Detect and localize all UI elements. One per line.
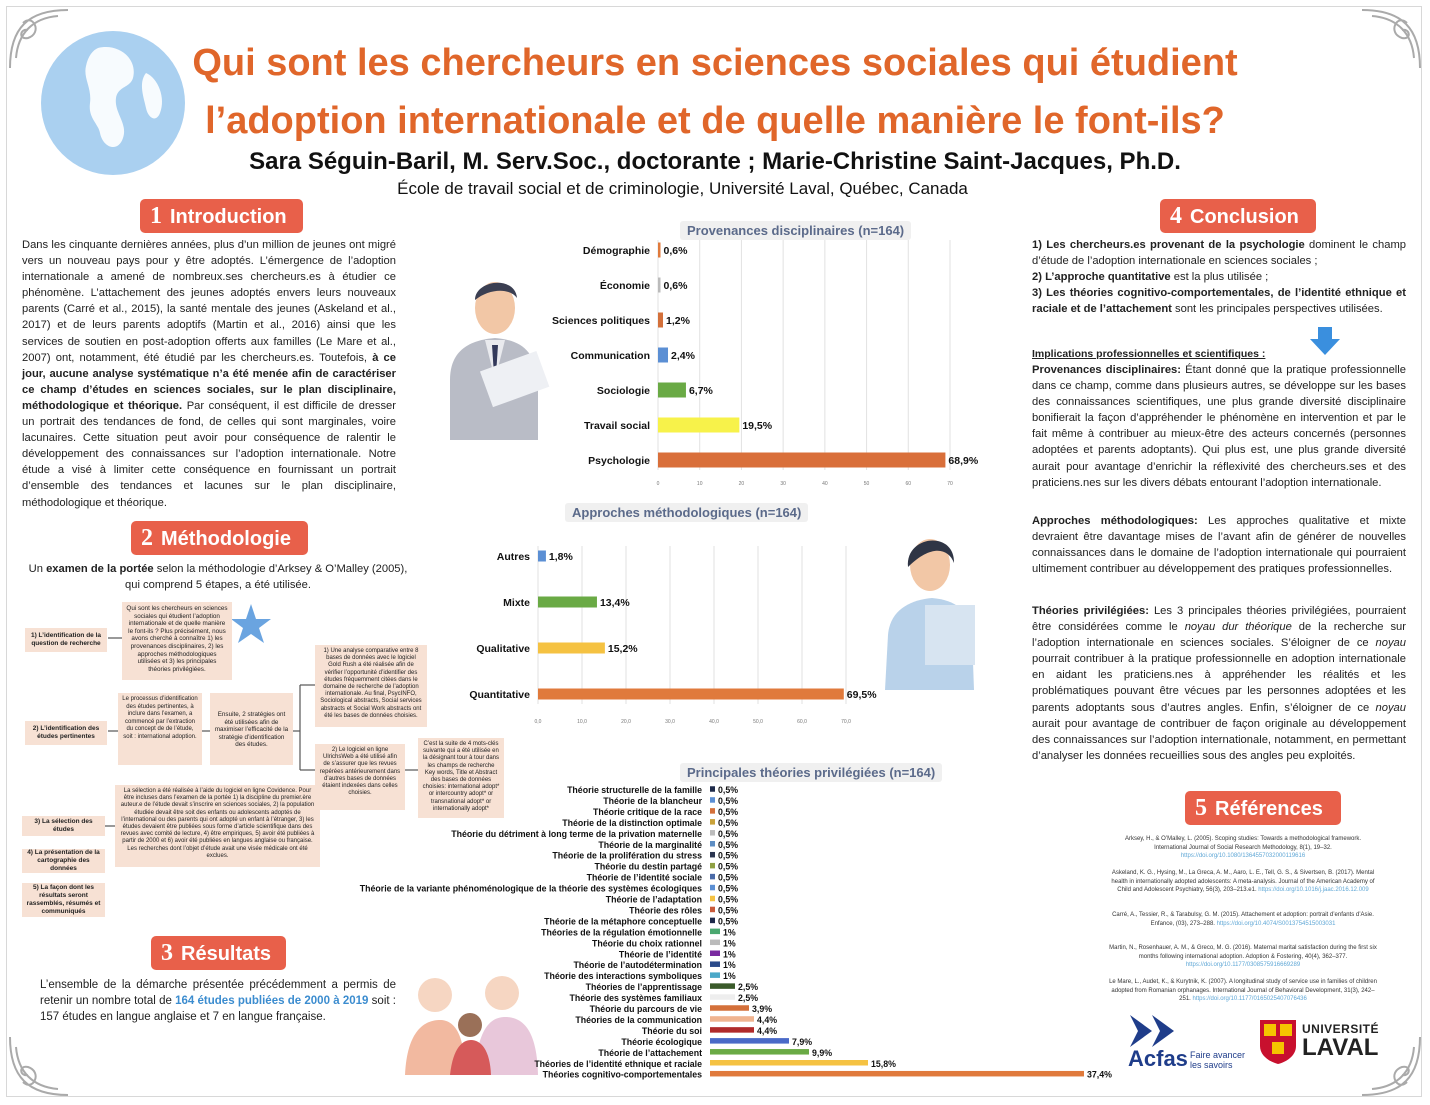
bar <box>710 830 715 836</box>
category-label: Théorie du détriment à long terme de la privation maternelle <box>451 828 702 839</box>
value-label: 1% <box>723 971 736 982</box>
universite-laval-text2: LAVAL <box>1302 1034 1379 1061</box>
category-label: Théorie de la variante phénoménologique de la théorie des systèmes écologiques <box>359 883 702 894</box>
value-label: 0,5% <box>718 850 739 861</box>
category-label: Théorie de la marginalité <box>598 839 702 850</box>
bar <box>710 983 735 989</box>
bar <box>710 1027 754 1033</box>
category-label: Théorie du destin partagé <box>594 861 702 872</box>
bar <box>710 929 720 935</box>
results-text: L’ensemble de la démarche présentée précédemment a permis de retenir un nombre total de 164 études publiées de 2000 à 2019 soit : 157 études en langue anglaise et 7 en langue française. <box>40 979 397 1023</box>
box-research-question: Qui sont les chercheurs en sciences sociales qui étudient l’adoption internationale et de quelle manière le font-ils ? Plus précisément, nous avons cherché à connaître 1) les provenances disciplinaires, 2) les approches méthodologiques utilisées et 3) les principales théories privilégiées. <box>122 602 232 680</box>
category-label: Économie <box>599 280 650 292</box>
bar <box>710 1060 868 1066</box>
bar <box>710 797 715 803</box>
bar <box>710 841 715 847</box>
category-label: Théorie de l’identité <box>618 949 702 960</box>
x-tick-label: 30 <box>780 481 786 487</box>
value-label: 6,7% <box>688 385 713 397</box>
section-badge-introduction: 1 Introduction <box>140 199 303 233</box>
value-label: 13,4% <box>599 597 630 609</box>
reference-5: Le Mare, L., Audet, K., & Kurytnik, K. (2007). A longitudinal study of service use in families of children adopted from Romanian orphanages. International Journal of Behavioral Development, 31(3), 242–251. https://doi.org/10.1177/0165025407076436 <box>1109 979 1377 1002</box>
bar <box>710 863 715 869</box>
value-label: 0,5% <box>718 785 739 795</box>
value-label: 0,5% <box>718 795 739 806</box>
bar <box>538 551 546 562</box>
x-tick-label: 60,0 <box>797 719 807 725</box>
category-label: Mixte <box>503 597 530 609</box>
bar <box>658 243 661 258</box>
category-label: Théorie de l’identité sociale <box>586 872 702 883</box>
affiliation: École de travail social et de criminologie, Université Laval, Québec, Canada <box>397 179 968 198</box>
x-tick-label: 30,0 <box>665 719 675 725</box>
value-label: 3,9% <box>752 1004 773 1014</box>
value-label: 2,4% <box>671 350 695 362</box>
bar <box>710 786 715 792</box>
section-badge-methodologie: 2 Méthodologie <box>131 521 308 555</box>
bar <box>710 808 715 814</box>
bar <box>658 278 661 293</box>
value-label: 1% <box>723 938 736 949</box>
bar <box>710 1049 809 1055</box>
bar <box>710 972 720 978</box>
category-label: Autres <box>496 551 530 563</box>
corner-ornament-top-right <box>1352 8 1422 78</box>
category-label: Théorie structurelle de la famille <box>567 785 702 795</box>
box-strategy-1: 1) Une analyse comparative entre 8 bases de données avec le logiciel Gold Rush a été réalisée afin de vérifier l’opportunité d’identifier des études fréquemment citées dans le domaine de recherche de l’adoption internationale. Au final, PsycINFO, Sociological abstracts, Social services abstracts et Social Work abstracts ont été les bases de données choisies. <box>315 645 427 727</box>
chart-methods <box>440 520 910 730</box>
category-label: Théorie de la distinction optimale <box>562 817 702 828</box>
reference-1: Arksey, H., & O’Malley, L. (2005). Scoping studies: Towards a methodological framework. International Journal of Social Research Methodology, 8(1), 19–32. https://doi.org/10.1080/1364557032000119616 <box>1124 836 1362 859</box>
poster-title-line1: Qui sont les chercheurs en sciences sociales qui étudient <box>192 42 1238 84</box>
bar <box>658 313 663 328</box>
category-label: Théorie des interactions symboliques <box>544 971 702 982</box>
bar <box>658 348 668 363</box>
bar <box>710 907 715 913</box>
method-step-2: 2) L’identification des études pertinentes <box>25 721 107 745</box>
value-label: 1% <box>723 949 736 960</box>
x-tick-label: 0 <box>656 481 660 487</box>
x-tick-label: 10 <box>696 481 703 487</box>
conclusion-summary: 1) Les chercheurs.es provenant de la psychologie dominent le champ d’étude de l’adoption internationale en sciences sociales ; 2) L’approche quantitative est la plus utilisée ; 3) Les théories cognitivo-comportementales, de l’identité ethnique et raciale et de l’attachement sont les principales perspectives utilisées. <box>1032 239 1406 316</box>
reference-3: Carré, A., Tessier, R., & Tarabulsy, G. M. (2015). Attachement et adoption: portrait d’enfants d’Asie. Enfance, (03), 273–288. https://doi.org/10.4074/S0013754515003031 <box>1112 912 1374 927</box>
category-label: Sociologie <box>596 385 650 397</box>
conclusion-methods: Approches méthodologiques: Les approches qualitative et mixte devraient être davantage mises de l’avant afin de générer de nouvelles connaissances dans le domaine de l’adoption internationale qui pourraient ultimement contribuer au développement des pratiques professionnelles. <box>1032 515 1406 576</box>
bar <box>710 852 715 858</box>
value-label: 0,5% <box>718 806 739 817</box>
category-label: Sciences politiques <box>551 315 650 327</box>
bar <box>710 1071 1084 1077</box>
bar <box>658 418 739 433</box>
value-label: 15,2% <box>607 643 638 655</box>
bar <box>710 918 715 924</box>
category-label: Communication <box>570 350 650 362</box>
conclusion-theories: Théories privilégiées: Les 3 principales théories privilégiées, pourraient être considérées comme le noyau dur théorique de la recherche sur l’adoption internationale en sciences sociales. S’éloigner de ce noyau pourrait contribuer à la pratique professionnelle en adoption internationale en aidant les praticiens.nes à appréhender les réalités et les problématiques pouvant être vécues par les personnes adoptées et les parents adoptants sous d’autres angles. Enfin, s’éloigner de ce noyau aurait pour avantage de contribuer de façon originale au développement des connaissances sur l’adoption internationale, notamment, en permettant d’analyser les données recueillies sous des angles peu exploités. <box>1032 605 1407 762</box>
value-label: 2,5% <box>738 993 759 1004</box>
value-label: 0,5% <box>718 828 739 839</box>
category-label: Démographie <box>582 245 650 257</box>
value-label: 9,9% <box>812 1047 833 1058</box>
bar <box>538 643 605 654</box>
category-label: Théorie de la blancheur <box>603 795 702 806</box>
value-label: 0,6% <box>663 245 688 257</box>
bar <box>710 1005 749 1011</box>
acfas-logo-text: Acfas <box>1128 1046 1188 1071</box>
value-label: 0,5% <box>718 905 739 916</box>
conclusion-disciplines: Provenances disciplinaires: Étant donné que la pratique professionnelle dans ce champ, comme dans plusieurs autres, se développe sur les bases des connaissances scientifiques, une plus grande diversité disciplinaire bonifierait la façon d’appréhender le phénomène en intervention et par le fait même à contribuer au mieux-être des acteurs concernés (personnes adoptées et parents adoptants). Qui plus est, une plus grande diversité aurait pour avantage d’enrichir la réflexivité des chercheurs.ses et des praticiens.nes sur les divers débats entourant l’adoption internationale. <box>1032 364 1406 489</box>
x-tick-label: 60 <box>905 481 912 487</box>
category-label: Théorie du choix rationnel <box>592 938 702 949</box>
section-badge-resultats: 3 Résultats <box>151 936 286 970</box>
value-label: 0,5% <box>718 883 739 894</box>
value-label: 69,5% <box>846 689 877 701</box>
value-label: 0,5% <box>718 916 739 927</box>
value-label: 1% <box>723 960 736 971</box>
chart-title-theories: Principales théories privilégiées (n=164) <box>680 763 942 782</box>
category-label: Théorie critique de la race <box>592 806 702 817</box>
value-label: 7,9% <box>792 1036 813 1047</box>
category-label: Théories de l’identité ethnique et raciale <box>534 1058 702 1069</box>
chart-title-disciplines: Provenances disciplinaires (n=164) <box>680 221 911 240</box>
method-step-1: 1) L’identification de la question de recherche <box>25 628 107 652</box>
value-label: 1,8% <box>548 551 573 563</box>
bar <box>710 885 715 891</box>
chart-title-methods: Approches méthodologiques (n=164) <box>565 503 808 522</box>
box-selection: La sélection a été réalisée à l’aide du logiciel en ligne Covidence. Pour être incluses dans l’examen de la portée 1) la discipline du premier.ère auteur.e de l’étude devait s’inscrire en sciences sociales, 2) la population étudiée devait être soit des enfants ou adolescents adoptés de l’international ou des parents qui ont adopté un enfant à l’étranger, 3) les études devaient être publiées sous forme d’article scientifique dans des revues avec comité de lecture, 4) être empiriques, 5) avoir été publiées à partir de 2000 et 6) avoir été publiées en langues anglaise ou française. Les recherches dont l’objet d’étude avait une visée médicale ont été exclues. <box>115 785 320 867</box>
bar <box>710 940 720 946</box>
bar <box>710 874 715 880</box>
method-step-5: 5) La façon dont les résultats seront rassemblés, résumés et communiqués <box>22 883 105 917</box>
poster-title-line2: l’adoption internationale et de quelle manière le font-ils? <box>205 100 1225 142</box>
box-strategy-2: 2) Le logiciel en ligne UlrichsWeb a été utilisé afin de s’assurer que les revues repérées antérieurement dans d’autres bases de données étaient indexées dans celles choisies. <box>315 744 405 810</box>
category-label: Théorie du soi <box>641 1025 702 1036</box>
arrow-down-icon <box>1310 327 1340 355</box>
value-label: 1% <box>723 927 736 938</box>
section-badge-conclusion: 4 Conclusion <box>1160 199 1316 233</box>
bar <box>710 994 735 1000</box>
value-label: 2,5% <box>738 982 759 993</box>
category-label: Théories de la régulation émotionnelle <box>541 927 702 938</box>
value-label: 0,6% <box>663 280 688 292</box>
x-tick-label: 20 <box>738 481 745 487</box>
category-label: Théorie de la prolifération du stress <box>552 850 702 861</box>
bar <box>538 689 844 700</box>
method-step-3: 3) La sélection des études <box>22 816 105 836</box>
category-label: Quantitative <box>469 689 530 701</box>
chart-theories <box>300 781 1112 1081</box>
bar <box>538 597 597 608</box>
category-label: Travail social <box>584 420 650 432</box>
value-label: 0,5% <box>718 817 739 828</box>
category-label: Psychologie <box>588 455 650 467</box>
category-label: Théorie du parcours de vie <box>589 1004 702 1014</box>
acfas-logo-icon <box>1130 1015 1185 1047</box>
bar <box>658 383 686 398</box>
category-label: Théories cognitivo-comportementales <box>542 1069 702 1080</box>
value-label: 1,2% <box>666 315 690 327</box>
x-tick-label: 0,0 <box>534 719 542 725</box>
x-tick-label: 40,0 <box>709 719 719 725</box>
star-icon <box>230 603 272 645</box>
value-label: 0,5% <box>718 894 739 905</box>
x-tick-label: 70,0 <box>841 719 851 725</box>
category-label: Théorie écologique <box>621 1036 702 1047</box>
value-label: 19,5% <box>742 420 773 432</box>
x-tick-label: 20,0 <box>621 719 631 725</box>
x-tick-label: 50 <box>863 481 870 487</box>
box-identification-process: Le processus d’identification des études pertinentes, à inclure dans l’examen, a commencé par l’extraction du concept de de l’étude, soit : international adoption. <box>118 693 202 765</box>
acfas-tagline: Faire avancer les savoirs <box>1190 1050 1246 1070</box>
box-strategies: Ensuite, 2 stratégies ont été utilisées afin de maximiser l’efficacité de la stratégie d’identification des études. <box>210 693 293 765</box>
section-badge-references: 5 Références <box>1185 791 1341 825</box>
x-tick-label: 50,0 <box>753 719 763 725</box>
value-label: 0,5% <box>718 861 739 872</box>
category-label: Théories de l’apprentissage <box>585 982 702 993</box>
value-label: 4,4% <box>757 1025 778 1036</box>
value-label: 0,5% <box>718 872 739 883</box>
corner-ornament-bottom-left <box>8 1027 78 1097</box>
implications-title: Implications professionnelles et scientifiques : <box>1032 348 1266 360</box>
methodology-intro: Un examen de la portée selon la méthodologie d’Arksey & O’Malley (2005), qui comprend 5 étapes, a été utilisée. <box>28 563 408 592</box>
universite-laval-crest-icon <box>1260 1020 1296 1064</box>
value-label: 37,4% <box>1087 1069 1112 1080</box>
value-label: 4,4% <box>757 1014 778 1025</box>
method-step-4: 4) La présentation de la cartographie des données <box>22 849 105 873</box>
bar <box>710 951 720 957</box>
category-label: Théorie de l’attachement <box>598 1047 702 1058</box>
category-label: Théorie des rôles <box>629 905 702 916</box>
authors: Sara Séguin-Baril, M. Serv.Soc., doctorante ; Marie-Christine Saint-Jacques, Ph.D. <box>249 148 1181 175</box>
bar <box>710 961 720 967</box>
bar <box>710 1016 754 1022</box>
bar <box>710 896 715 902</box>
value-label: 68,9% <box>948 455 979 467</box>
value-label: 0,5% <box>718 839 739 850</box>
box-keywords: C’est la suite de 4 mots-clés suivante qui a été utilisée en la désignant tour à tour dans les champs de recherche Key words, Title et Abstract des bases de données choisies: international adopt* or intercountry adopt* or transnational adopt* or internationally adopt* <box>418 738 504 818</box>
bar <box>710 819 715 825</box>
bar <box>658 453 945 468</box>
category-label: Théories de la communication <box>575 1014 702 1025</box>
value-label: 15,8% <box>871 1058 896 1069</box>
category-label: Théorie de la métaphore conceptuelle <box>544 916 702 927</box>
x-tick-label: 70 <box>947 481 953 487</box>
reference-4: Martin, N., Rosenhauer, A. M., & Greco, M. G. (2016). Maternal marital satisfaction during the first six months following international adoption. Adoption & Fostering, 40(4), 362–377. https://doi.org/10.1177/0308575916669289 <box>1109 945 1377 968</box>
introduction-text: Dans les cinquante dernières années, plus d’un million de jeunes ont migré vers un nouveau pays pour y être adoptés. L’émergence de l’adoption internationale a amené de nombreux.ses chercheurs.es à étudier ce phénomène. L’attachement des jeunes adoptés envers leurs nouveaux parents (Carré et al., 2015), la santé mentale des jeunes (Askeland et al., 2017) et de leurs parents adoptifs (Martin et al., 2016) ainsi que les services de soutien en post-adoption offerts aux familles (Le Mare et al., 2007) ont, notamment, été étudié par les chercheurs.es. Toutefois, à ce jour, aucune analyse systématique n’a été menée afin de caractériser ce champ d’études en sciences sociales, sur le plan disciplinaire, méthodologique et théorique. Par conséquent, il est difficile de dresser un portrait des tendances de fond, de celles qui sont marginales, voire lacunaires. Cette situation peut avoir pour conséquence de ralentir le développement des connaissances sur l’adoption internationale. Notre étude a visé à limiter cette conséquence en fournissant un portrait d’ensemble des tendances et lacunes sur le plan disciplinaire, méthodologique et théorique. <box>22 239 397 509</box>
bar <box>710 1038 789 1044</box>
category-label: Théorie des systèmes familiaux <box>569 993 702 1004</box>
category-label: Théorie de l’adaptation <box>605 894 702 905</box>
category-label: Qualitative <box>476 643 530 655</box>
chart-disciplines <box>520 238 1000 493</box>
universite-laval-text1: UNIVERSITÉ <box>1302 1022 1380 1036</box>
x-tick-label: 10,0 <box>577 719 587 725</box>
reference-2: Askeland, K. G., Hysing, M., La Greca, A. M., Aaro, L. E., Tell, G. S., & Sivertsen, B. (2017). Mental health in internationally adopted adolescents: A meta-analysis. Journal of the American Academy of Child and Adolescent Psychiatry, 56(3), 203–213.e1. https://doi.org/10.1016/j.jaac.2016.12.009 <box>1111 870 1375 893</box>
category-label: Théorie de l’autodétermination <box>573 960 702 971</box>
x-tick-label: 40 <box>822 481 828 487</box>
